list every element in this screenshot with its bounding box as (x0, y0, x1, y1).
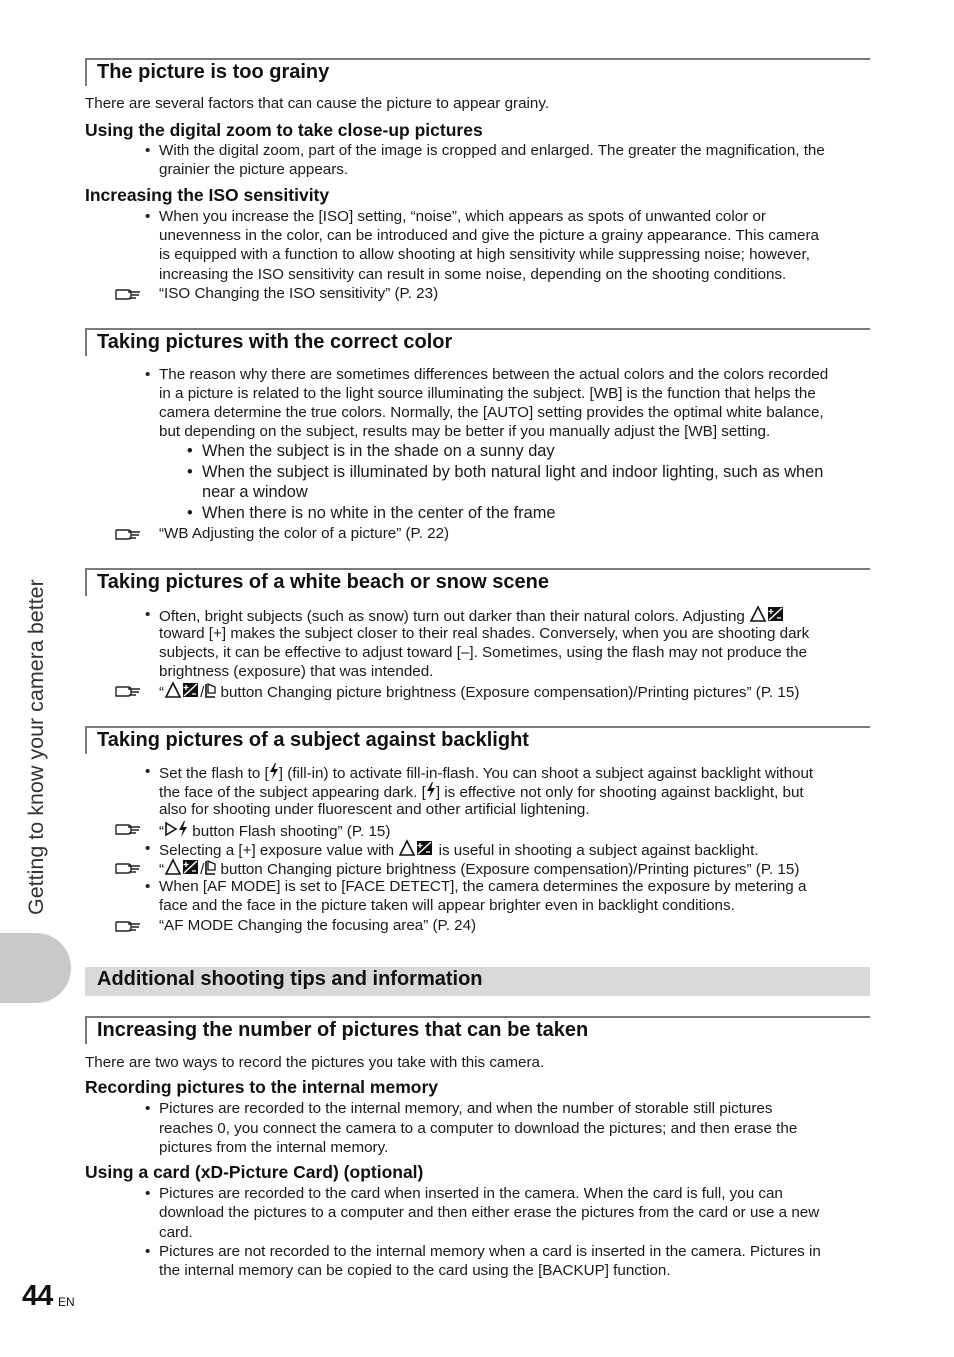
reference-link-af-mode[interactable]: “AF MODE Changing the focusing area” (P. 24) (159, 917, 477, 934)
chapter-label: Getting to know your camera better (24, 579, 48, 915)
reference-icon (114, 917, 144, 935)
language-code: EN (58, 1295, 75, 1309)
paragraph-line: reaches 0, you connect the camera to a computer to download the pictures; and then erase the (159, 1120, 798, 1137)
sub-bullet-text: near a window (202, 483, 308, 501)
bullet-dot: • (145, 1185, 151, 1202)
flash-icon (426, 781, 436, 799)
paragraph-line: subjects, it can be effective to adjust toward [–]. Sometimes, using the flash may not produce the (159, 644, 808, 661)
sub-bullet-text: When there is no white in the center of the frame (202, 504, 556, 522)
quote-mark: “ (159, 684, 165, 701)
paragraph-line: When you increase the [ISO] setting, “noise”, which appears as spots of unwanted color or (159, 208, 766, 225)
banner-title: Additional shooting tips and information (97, 968, 483, 990)
paragraph-line: When [AF MODE] is set to [FACE DETECT], the camera determines the exposure by metering a (159, 878, 807, 895)
bullet-dot: • (187, 504, 193, 522)
exposure-compensation-icon (749, 605, 785, 623)
paragraph-line: increasing the ISO sensitivity can result in some noise, depending on the shooting conditions. (159, 266, 787, 283)
paragraph-line: download the pictures to a computer and then either erase the pictures from the card or use a new (159, 1204, 820, 1221)
subheading-iso: Increasing the ISO sensitivity (85, 185, 330, 205)
page-number: 44 (22, 1280, 53, 1312)
section-header-backlight (85, 726, 870, 754)
paragraph-text: Set the flash to [ (159, 765, 269, 782)
section-header-grainy (85, 58, 870, 86)
paragraph-line: pictures from the internal memory. (159, 1139, 389, 1156)
bullet-dot: • (145, 142, 151, 159)
exposure-compensation-icon (398, 839, 434, 857)
reference-icon (114, 682, 144, 700)
paragraph-line: The reason why there are sometimes differences between the actual colors and the colors recorded (159, 366, 829, 383)
quote-mark: “ (159, 861, 165, 878)
paragraph-text: Often, bright subjects (such as snow) turn out darker than their natural colors. Adjusting (159, 608, 745, 625)
section-banner-additional (85, 967, 870, 996)
bullet-dot: • (145, 878, 151, 895)
intro-text: There are two ways to record the pictures you take with this camera. (85, 1054, 545, 1071)
reference-link-iso[interactable]: “ISO Changing the ISO sensitivity” (P. 23) (159, 285, 439, 302)
print-icon (204, 681, 216, 699)
paragraph-line: but depending on the subject, results may be better if you manually adjust the [WB] setting. (159, 423, 771, 440)
bullet-dot: • (145, 763, 151, 780)
flash-icon (178, 820, 188, 838)
paragraph-line: Pictures are not recorded to the internal memory when a card is inserted in the camera. Pictures in (159, 1243, 821, 1260)
subheading-card: Using a card (xD-Picture Card) (optional) (85, 1162, 424, 1182)
section-title: Taking pictures of a white beach or snow scene (97, 571, 549, 593)
paragraph-text: Selecting a [+] exposure value with (159, 842, 395, 859)
section-title: The picture is too grainy (97, 61, 330, 83)
paragraph-line: the internal memory can be copied to the card using the [BACKUP] function. (159, 1262, 671, 1279)
bullet-dot: • (187, 442, 193, 460)
paragraph-line: toward [+] makes the subject closer to their real shades. Conversely, when you are shooting dark (159, 625, 810, 642)
quote-mark: “ (159, 823, 165, 840)
paragraph-text: the face of the subject appearing dark. [ (159, 784, 426, 801)
paragraph-line: camera determine the true colors. Normally, the [AUTO] setting provides the optimal white balance, (159, 404, 824, 421)
reference-link-wb[interactable]: “WB Adjusting the color of a picture” (P. 22) (159, 525, 450, 542)
bullet-dot: • (145, 1243, 151, 1260)
sub-bullet-text: When the subject is illuminated by both natural light and indoor lighting, such as when (202, 463, 824, 481)
chapter-tab (0, 933, 71, 1003)
bullet-dot: • (145, 366, 151, 383)
paragraph-line: Pictures are recorded to the card when inserted in the camera. When the card is full, you can (159, 1185, 783, 1202)
reference-link-exposure[interactable]: “ / button Changing picture brightness (Exposure compensation)/Printing pictures” (P. 15) (159, 681, 799, 702)
bullet-dot: • (145, 208, 151, 225)
paragraph-text: ] (fill-in) to activate fill-in-flash. You can shoot a subject against backlight without (278, 765, 814, 782)
reference-icon (114, 525, 144, 543)
paragraph-line: also for shooting under fluorescent and other artificial lightening. (159, 801, 590, 818)
exposure-compensation-icon (164, 681, 200, 699)
print-icon (204, 858, 216, 876)
play-icon (164, 820, 178, 838)
paragraph-line: face and the face in the picture taken will appear brighter even in backlight conditions. (159, 897, 735, 914)
paragraph-line: Pictures are recorded to the internal memory, and when the number of storable still pictures (159, 1100, 773, 1117)
bullet-dot: • (145, 840, 151, 857)
paragraph-line: is equipped with a function to allow shooting at high sensitivity while suppressing noise; however, (159, 246, 810, 263)
reference-link-exposure[interactable]: “ / button Changing picture brightness (Exposure compensation)/Printing pictures” (P. 15) (159, 858, 799, 879)
reference-icon (114, 859, 144, 877)
section-header-color (85, 328, 870, 356)
intro-text: There are several factors that can cause the picture to appear grainy. (85, 95, 550, 112)
paragraph-line: card. (159, 1224, 193, 1241)
bullet-dot: • (145, 1100, 151, 1117)
paragraph-line: grainier the picture appears. (159, 161, 349, 178)
subheading-zoom: Using the digital zoom to take close-up pictures (85, 120, 483, 140)
paragraph-line: unevenness in the color, can be introduced and give the picture a grainy appearance. This camera (159, 227, 819, 244)
section-header-increase (85, 1016, 870, 1044)
section-header-snow (85, 568, 870, 596)
reference-text: button Changing picture brightness (Exposure compensation)/Printing pictures” (P. 15) (220, 684, 800, 701)
paragraph-text: is useful in shooting a subject against backlight. (438, 842, 759, 859)
section-title: Taking pictures with the correct color (97, 331, 453, 353)
paragraph-line: With the digital zoom, part of the image is cropped and enlarged. The greater the magnification, the (159, 142, 825, 159)
paragraph-line: brightness (exposure) that was intended. (159, 663, 434, 680)
sub-bullet-text: When the subject is in the shade on a sunny day (202, 442, 555, 460)
subheading-internal-memory: Recording pictures to the internal memory (85, 1077, 438, 1097)
reference-text: button Flash shooting” (P. 15) (192, 823, 391, 840)
bullet-dot: • (187, 463, 193, 481)
reference-icon (114, 285, 144, 303)
paragraph-text: ] is effective not only for shooting against backlight, but (435, 784, 804, 801)
reference-text: button Changing picture brightness (Exposure compensation)/Printing pictures” (P. 15) (220, 861, 800, 878)
paragraph-line: in a picture is related to the light source illuminating the subject. [WB] is the function that helps the (159, 385, 816, 402)
exposure-compensation-icon (164, 858, 200, 876)
bullet-dot: • (145, 606, 151, 623)
reference-icon (114, 820, 144, 838)
section-title: Taking pictures of a subject against backlight (97, 729, 529, 751)
section-title: Increasing the number of pictures that can be taken (97, 1019, 589, 1041)
flash-icon (269, 762, 279, 780)
